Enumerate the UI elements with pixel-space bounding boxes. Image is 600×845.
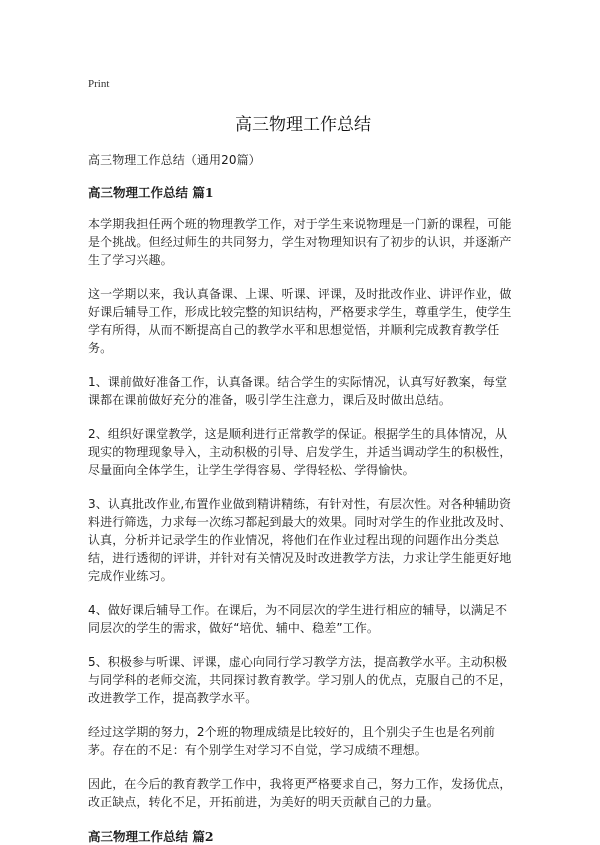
document-title: 高三物理工作总结 (235, 115, 371, 135)
paragraph: 2、组织好课堂教学，这是顺利进行正常教学的保证。根据学生的具体情况，从现实的物理现象导入，主动积极的引导、启发学生，并适当调动学生的积极性，尽量面向全体学生，让学生学得容易、学得轻松、学得愉快。 (88, 427, 512, 477)
paragraph: 本学期我担任两个班的物理教学工作，对于学生来说物理是一门新的课程，可能是个挑战。但经过师生的共同努力，学生对物理知识有了初步的认识，并逐渐产生了学习兴趣。 (88, 217, 512, 267)
document-subtitle: 高三物理工作总结（通用20篇） (88, 153, 261, 167)
paragraph: 因此，在今后的教育教学工作中，我将更严格要求自己，努力工作，发扬优点，改正缺点，转化不足，开拓前进，为美好的明天贡献自己的力量。 (88, 777, 512, 809)
section-heading-2: 高三物理工作总结 篇2 (88, 829, 214, 844)
paragraph: 这一学期以来，我认真备课、上课、听课、评课，及时批改作业、讲评作业，做好课后辅导工作，形成比较完整的知识结构，严格要求学生，尊重学生，使学生学有所得，从而不断提高自己的教学水平和思想觉悟，并顺利完成教育教学任务。 (88, 287, 512, 355)
paragraph: 3、认真批改作业,布置作业做到精讲精练，有针对性，有层次性。对各种辅助资料进行筛选，力求每一次练习都起到最大的效果。同时对学生的作业批改及时、认真，分析并记录学生的作业情况，将他们在作业过程出现的问题作出分类总结，进行透彻的评讲，并针对有关情况及时改进教学方法，力求让学生能更好地完成作业练习。 (88, 497, 512, 583)
paragraph: 经过这学期的努力，2个班的物理成绩是比较好的，且个别尖子生也是名列前茅。存在的不足：有个别学生对学习不自觉，学习成绩不理想。 (88, 725, 496, 757)
print-link[interactable]: Print (88, 78, 110, 90)
paragraph: 4、做好课后辅导工作。在课后，为不同层次的学生进行相应的辅导，以满足不同层次的学生的需求，做好“培优、辅中、稳差”工作。 (88, 603, 508, 635)
paragraph: 5、积极参与听课、评课，虚心向同行学习教学方法，提高教学水平。主动积极与同学科的老师交流，共同探讨教育教学。学习别人的优点，克服自己的不足，改进教学工作，提高教学水平。 (88, 655, 512, 705)
paragraph: 1、课前做好准备工作，认真备课。结合学生的实际情况，认真写好教案，每堂课都在课前做好充分的准备，吸引学生注意力，课后及时做出总结。 (88, 375, 508, 407)
section-heading-1: 高三物理工作总结 篇1 (88, 185, 214, 200)
